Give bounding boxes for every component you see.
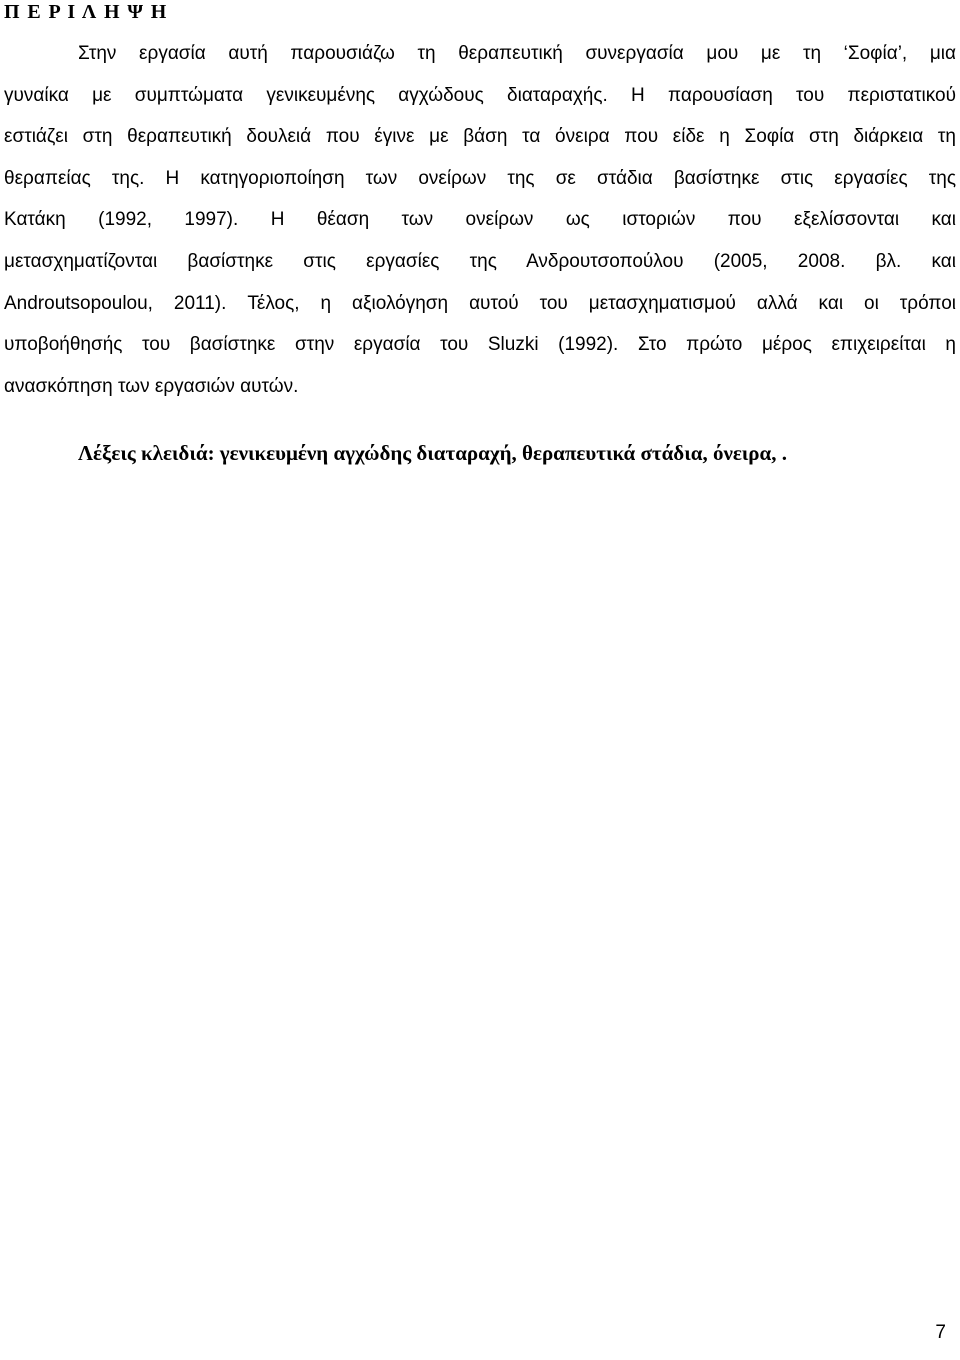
abstract-line: Στην εργασία αυτή παρουσιάζω τη θεραπευτική συνεργασία μου με τη ‘Σοφία’, μια [78, 43, 956, 64]
abstract-line: εστιάζει στη θεραπευτική δουλειά που έγινε με βάση τα όνειρα που είδε η Σοφία στη διάρκεια τη [4, 126, 956, 148]
abstract-line: Κατάκη (1992, 1997). Η θέαση των ονείρων ως ιστοριών που εξελίσσονται και [4, 209, 956, 231]
keywords-line: Λέξεις κλειδιά: γενικευμένη αγχώδης διαταραχή, θεραπευτικά στάδια, όνειρα, . [78, 441, 788, 465]
page-number: 7 [935, 1322, 946, 1343]
summary-heading: Π Ε Ρ Ι Λ Η Ψ Η [4, 1, 168, 23]
abstract-line: ανασκόπηση των εργασιών αυτών. [4, 375, 299, 397]
abstract-line: θεραπείας της. Η κατηγοριοποίηση των ονείρων της σε στάδια βασίστηκε στις εργασίες της [4, 167, 956, 189]
abstract-line: Androutsopoulou, 2011). Τέλος, η αξιολόγηση αυτού του μετασχηματισμού αλλά και οι τρόποι [4, 292, 956, 314]
abstract-line: υποβοήθησής του βασίστηκε στην εργασία του Sluzki (1992). Στο πρώτο μέρος επιχειρείται η [4, 334, 956, 356]
abstract-line: μετασχηματίζονται βασίστηκε στις εργασίες της Ανδρουτσοπούλου (2005, 2008. βλ. και [4, 250, 956, 272]
abstract-paragraph [4, 33, 956, 407]
abstract-line: γυναίκα με συμπτώματα γενικευμένης αγχώδους διαταραχής. Η παρουσίαση του περιστατικού [4, 84, 956, 106]
